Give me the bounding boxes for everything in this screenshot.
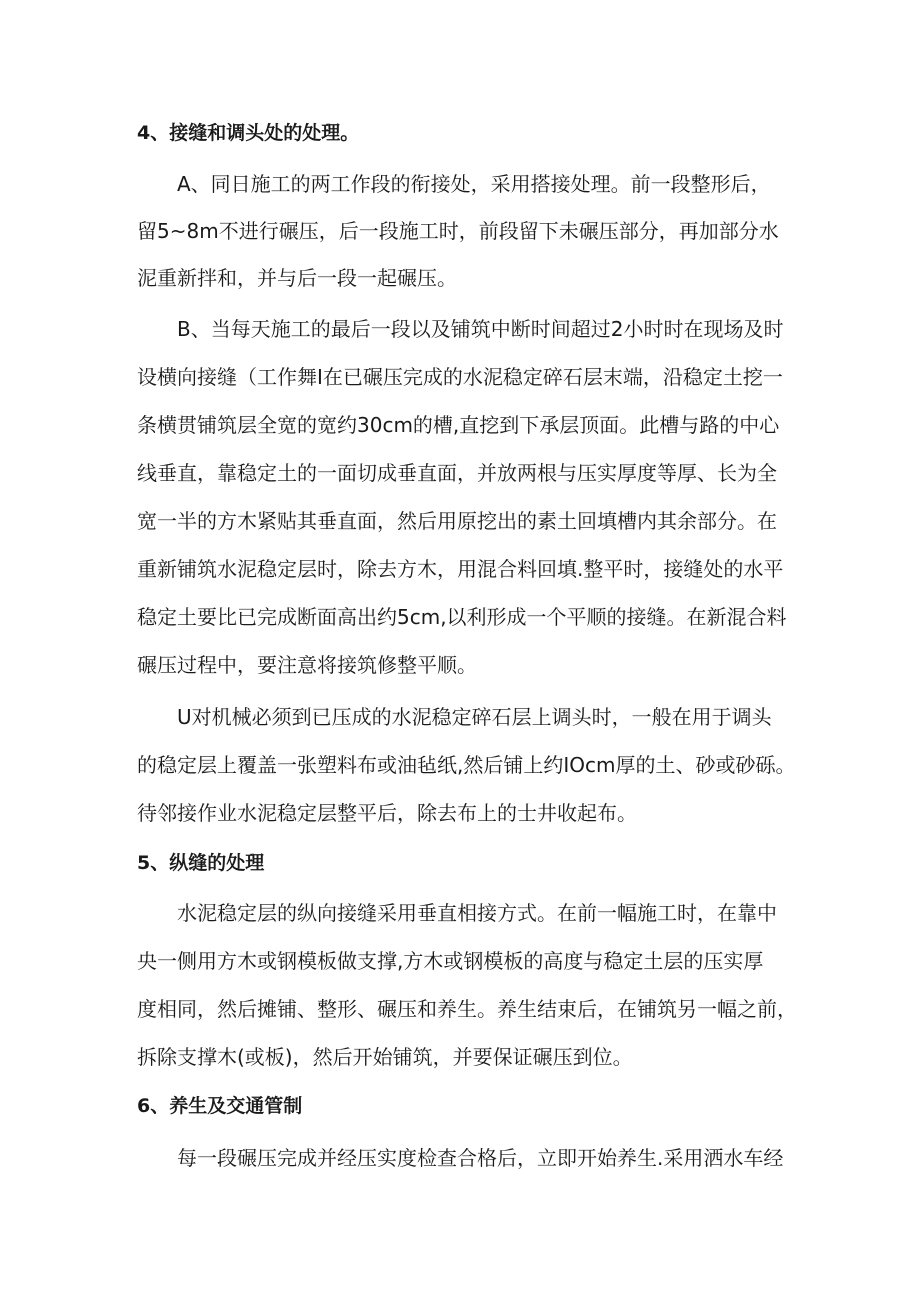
section-heading: 5、纵缝的处理 xyxy=(137,852,265,874)
paragraph-line: 泥重新拌和，并与后一段一起碾压。 xyxy=(137,266,457,290)
section-heading: 4、接缝和调头处的处理。 xyxy=(137,122,360,144)
paragraph-line: 每一段碾压完成并经压实度检查合格后，立即开始养生.采用洒水车经 xyxy=(177,1146,784,1170)
paragraph-line: A、同日施工的两工作段的衔接处，采用搭接处理。前一段整形后， xyxy=(177,172,771,196)
paragraph-line: U对机械必须到已压成的水泥稳定碎石层上调头时，一般在用于调头 xyxy=(177,705,772,729)
paragraph-line: 碾压过程中，要注意将接筑修整平顺。 xyxy=(137,653,477,677)
section-heading: 6、养生及交通管制 xyxy=(137,1095,303,1117)
paragraph-line: 拆除支撑木(或板)，然后开始铺筑，并要保证碾压到位。 xyxy=(137,1045,633,1069)
paragraph-line: 宽一半的方木紧贴其垂直面，然后用原挖出的素土回填槽内其余部分。在 xyxy=(137,509,777,533)
paragraph-line: 稳定土要比已完成断面高出约5cm,以利形成一个平顺的接缝。在新混合料 xyxy=(137,605,787,629)
paragraph-line: 的稳定层上覆盖一张塑料布或油毡纸,然后铺上约IOcm厚的土、砂或砂砾。 xyxy=(137,753,796,777)
paragraph-line: 度相同，然后摊铺、整形、碾压和养生。养生结束后，在铺筑另一幅之前， xyxy=(137,997,797,1021)
paragraph-line: 留5~8m不进行碾压，后一段施工时，前段留下未碾压部分，再加部分水 xyxy=(137,219,779,243)
paragraph-line: 设横向接缝（工作舞I在已碾压完成的水泥稳定碎石层末端，沿稳定土挖一 xyxy=(137,365,783,389)
paragraph-line: 条横贯铺筑层全宽的宽约30cm的槽,直挖到下承层顶面。此槽与路的中心 xyxy=(137,413,780,437)
paragraph-line: 央一侧用方木或钢模板做支撑,方木或钢模板的高度与稳定土层的压实厚 xyxy=(137,949,764,973)
paragraph-line: 线垂直，靠稳定土的一面切成垂直面，并放两根与压实厚度等厚、长为全 xyxy=(137,461,777,485)
paragraph-line: B、当每天施工的最后一段以及铺筑中断时间超过2小时时在现场及时 xyxy=(177,317,784,341)
paragraph-line: 待邻接作业水泥稳定层整平后，除去布上的士井收起布。 xyxy=(137,801,637,825)
paragraph-line: 水泥稳定层的纵向接缝采用垂直相接方式。在前一幅施工时，在靠中 xyxy=(177,901,777,925)
paragraph-line: 重新铺筑水泥稳定层时，除去方木，用混合料回填.整平时，接缝处的水平 xyxy=(137,557,784,581)
